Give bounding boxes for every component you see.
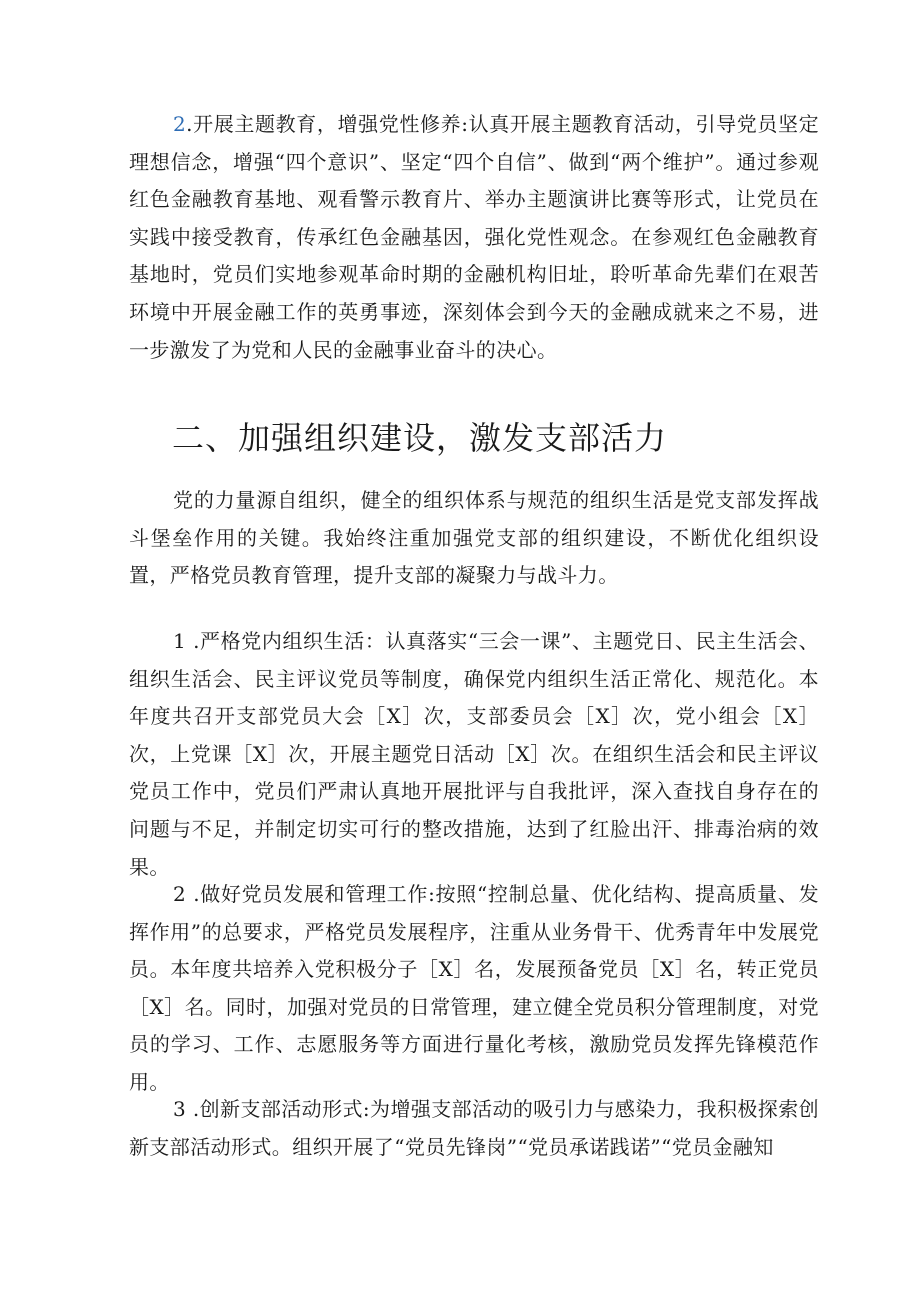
paragraph-section2-item3: 3 .创新支部活动形式:为增强支部活动的吸引力与感染力，我积极探索创新支部活动形式。组织开展了“党员先锋岗”“党员承诺践诺”“党员金融知 — [129, 1097, 819, 1159]
section-heading: 二、加强组织建设，激发支部活力 — [172, 419, 668, 457]
paragraph-section2-item2: 2 .做好党员发展和管理工作:按照“控制总量、优化结构、提高质量、发挥作用”的总要求，严格党员发展程序，注重从业务骨干、优秀青年中发展党员。本年度共培养入党积极分子［X］名，发展预备党员［X］名，转正党员［X］名。同时，加强对党员的日常管理，建立健全党员积分管理制度，对党员的学习、工作、志愿服务等方面进行量化考核，激励党员发挥先锋模范作用。 — [129, 882, 819, 1094]
paragraph-text: .开展主题教育，增强党性修养:认真开展主题教育活动，引导党员坚定理想信念，增强“四个意识”、坚定“四个自信”、做到“两个维护”。通过参观红色金融教育基地、观看警示教育片、举办主题演讲比赛等形式，让党员在实践中接受教育，传承红色金融基因，强化党性观念。在参观红色金融教育基地时，党员们实地参观革命时期的金融机构旧址，聆听革命先辈们在艰苦环境中开展金融工作的英勇事迹，深刻体会到今天的金融成就来之不易，进一步激发了为党和人民的金融事业奋斗的决心。 — [129, 112, 819, 362]
paragraph-section2-item1: 1 .严格党内组织生活：认真落实“三会一课”、主题党日、民主生活会、组织生活会、民主评议党员等制度，确保党内组织生活正常化、规范化。本年度共召开支部党员大会［X］次，支部委员会［X］次，党小组会［X］次，上党课［X］次，开展主题党日活动［X］次。在组织生活会和民主评议党员工作中，党员们严肃认真地开展批评与自我批评，深入查找自身存在的问题与不足，并制定切实可行的整改措施，达到了红脸出汗、排毒治病的效果。 — [129, 629, 819, 879]
paragraph-section1-item2 — [129, 106, 819, 369]
item-number: 2 — [173, 112, 187, 136]
paragraph-section2-intro: 党的力量源自组织，健全的组织体系与规范的组织生活是党支部发挥战斗堡垒作用的关键。我始终注重加强党支部的组织建设，不断优化组织设置，严格党员教育管理，提升支部的凝聚力与战斗力。 — [129, 488, 819, 588]
